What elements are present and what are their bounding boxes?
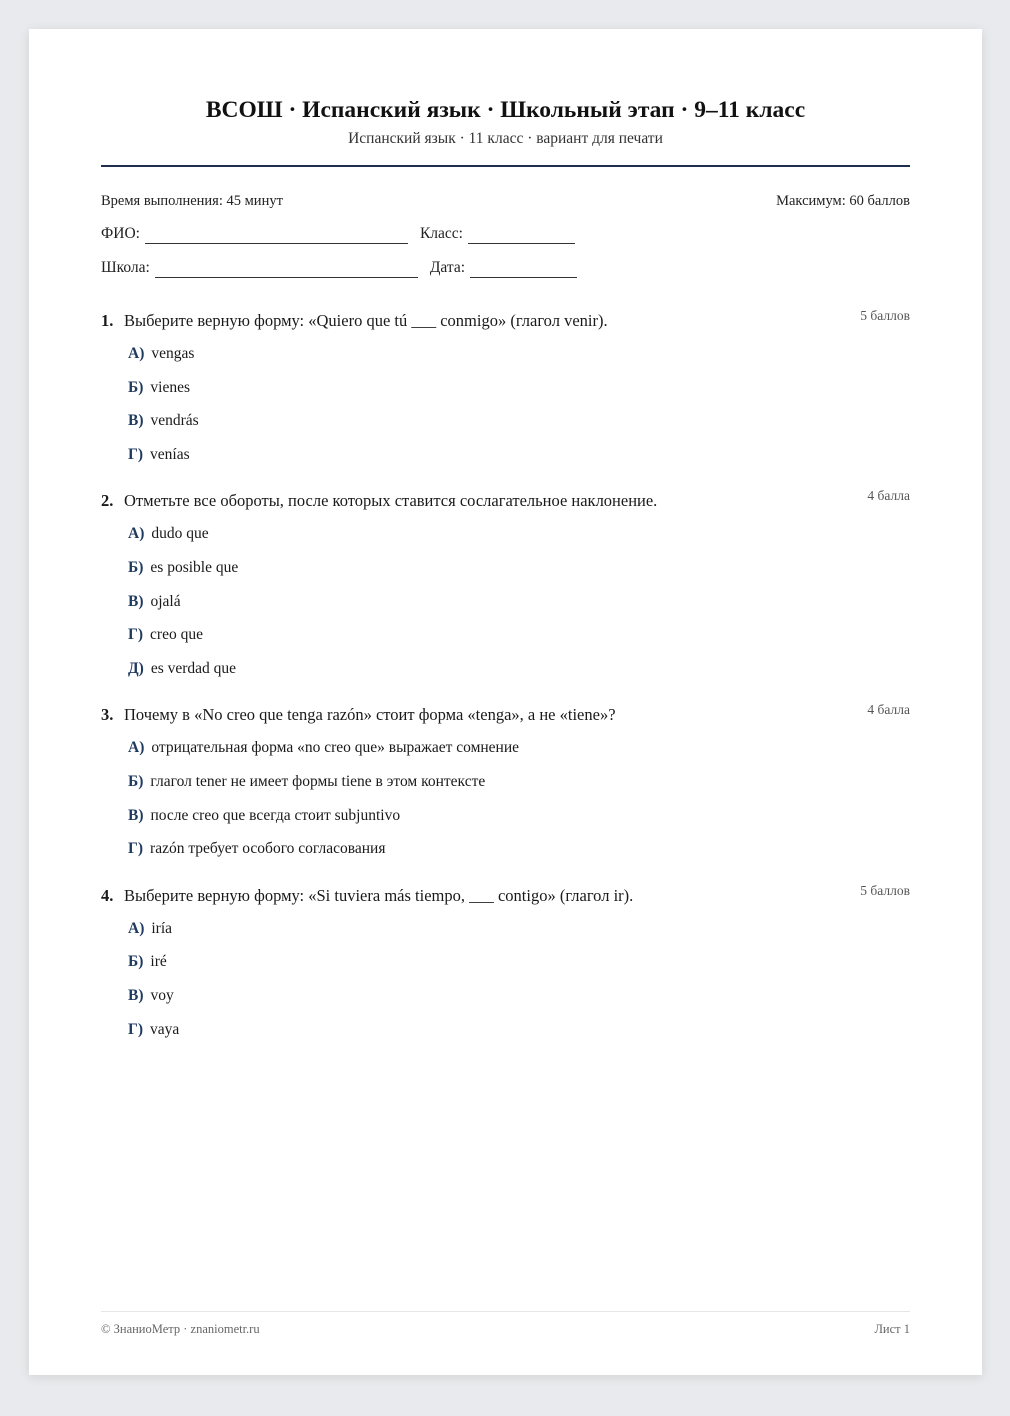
page-footer <box>101 1311 910 1337</box>
option-letter: А) <box>128 919 145 937</box>
option-letter: Г) <box>128 626 144 644</box>
school-blank[interactable] <box>155 261 418 278</box>
sheet-content <box>101 29 910 1336</box>
question-header <box>101 704 910 726</box>
option-letter: В) <box>128 412 144 430</box>
header-divider <box>101 165 910 167</box>
page-subtitle: Испанский язык · 11 класс · вариант для печати <box>348 130 663 147</box>
answer-options <box>128 344 910 478</box>
copyright-text: © ЗнаниоМетр · znaniometr.ru <box>101 1322 260 1336</box>
answer-option[interactable] <box>128 839 910 873</box>
option-text: iré <box>150 953 167 971</box>
option-text: vengas <box>151 345 195 362</box>
class-blank[interactable] <box>468 227 575 244</box>
answer-options <box>128 738 910 872</box>
student-fields-row-1 <box>101 224 910 244</box>
option-letter: Б) <box>128 772 144 790</box>
question-number: 4. <box>101 885 114 905</box>
answer-option[interactable] <box>128 445 910 479</box>
question-points: 4 балла <box>867 702 910 718</box>
option-text: vendrás <box>150 412 199 430</box>
question-text: Выберите верную форму: «Si tuviera más tiempo, ___ contigo» (глагол ir). <box>124 885 634 905</box>
class-label: Класс: <box>419 225 463 242</box>
student-fields-row-2 <box>101 258 910 278</box>
option-letter: Г) <box>128 840 144 858</box>
date-label: Дата: <box>429 259 466 276</box>
option-text: es verdad que <box>150 659 237 677</box>
option-letter: Б) <box>128 953 144 971</box>
question-header <box>101 310 910 332</box>
max-score: Максимум: 60 баллов <box>776 193 910 209</box>
page-title: ВСОШ · Испанский язык · Школьный этап · 9–11 класс <box>205 97 806 123</box>
option-letter: А) <box>128 525 145 543</box>
option-text: глагол tener не имеет формы tiene в этом контексте <box>150 772 486 790</box>
answer-option[interactable] <box>128 1020 910 1054</box>
question-text: Почему в «No creo que tenga razón» стоит форма «tenga», а не «tiene»? <box>124 705 616 725</box>
answer-options <box>128 524 910 692</box>
answer-option[interactable] <box>128 411 910 445</box>
fio-label: ФИО: <box>101 225 140 242</box>
answer-option[interactable] <box>128 592 910 626</box>
option-text: после creo que всегда стоит subjuntivo <box>150 806 401 824</box>
question-points: 5 баллов <box>860 308 910 323</box>
option-letter: Г) <box>128 445 144 463</box>
option-letter: Г) <box>128 1020 144 1038</box>
option-text: es posible que <box>150 558 239 576</box>
question-points: 5 баллов <box>860 882 910 898</box>
question-number: 2. <box>101 491 114 511</box>
option-text: ojalá <box>150 592 181 610</box>
option-text: venías <box>150 445 190 463</box>
question-text: Выберите верную форму: «Quiero que tú ___ conmigo» (глагол venir). <box>124 311 608 330</box>
option-text: creo que <box>150 626 203 644</box>
time-limit: Время выполнения: 45 минут <box>101 193 283 209</box>
question-points: 4 балла <box>867 488 910 504</box>
question-header <box>101 882 910 907</box>
answer-option[interactable] <box>128 806 910 840</box>
option-letter: Д) <box>128 659 144 677</box>
option-letter: В) <box>128 806 144 824</box>
answer-option[interactable] <box>128 772 910 806</box>
option-text: vienes <box>150 378 191 396</box>
option-text: dudo que <box>151 525 209 543</box>
answer-option[interactable] <box>128 344 910 378</box>
option-letter: Б) <box>128 558 144 576</box>
answer-option[interactable] <box>128 986 910 1020</box>
answer-option[interactable] <box>128 659 910 693</box>
option-letter: А) <box>128 345 145 362</box>
question-number: 3. <box>101 705 114 725</box>
answer-option[interactable] <box>128 738 910 772</box>
option-text: отрицательная форма «no creo que» выражает сомнение <box>151 739 520 757</box>
option-letter: А) <box>128 739 145 757</box>
option-letter: В) <box>128 986 144 1004</box>
page-number: Лист 1 <box>874 1322 910 1336</box>
option-letter: В) <box>128 592 144 610</box>
answer-option[interactable] <box>128 378 910 412</box>
question-1 <box>101 310 910 478</box>
question-2 <box>101 490 910 692</box>
option-text: razón требует особого согласования <box>150 840 386 858</box>
question-header <box>101 490 910 512</box>
answer-option[interactable] <box>128 558 910 592</box>
question-3 <box>101 704 910 872</box>
school-label: Школа: <box>101 259 150 276</box>
question-4 <box>101 882 910 1053</box>
option-text: vaya <box>150 1020 180 1038</box>
printable-sheet <box>29 29 982 1375</box>
answer-option[interactable] <box>128 625 910 659</box>
option-letter: Б) <box>128 378 144 396</box>
answer-option[interactable] <box>128 919 910 953</box>
question-number: 1. <box>101 311 114 330</box>
answer-option[interactable] <box>128 952 910 986</box>
answer-option[interactable] <box>128 524 910 558</box>
option-text: iría <box>151 919 173 937</box>
answer-options <box>128 919 910 1053</box>
option-text: voy <box>150 986 174 1004</box>
date-blank[interactable] <box>470 261 577 278</box>
question-text: Отметьте все обороты, после которых ставится сослагательное наклонение. <box>124 491 658 511</box>
meta-row <box>101 191 910 211</box>
fio-blank[interactable] <box>145 227 408 244</box>
